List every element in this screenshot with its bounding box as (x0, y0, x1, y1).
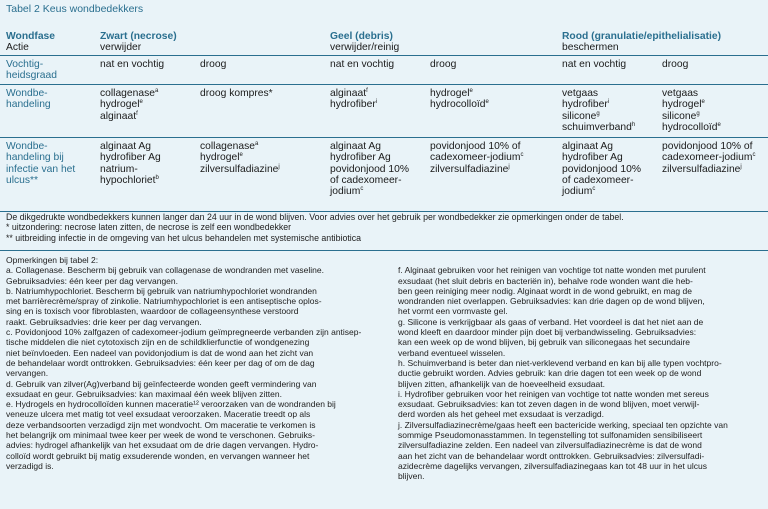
table-note: ** uitbreiding infectie in de omgeving van het ulcus behandelen met systemische antibiotica (6, 232, 362, 243)
cell-handeling-5: vetgaas hydrofiber$^i$ silicone$^g$ schuimverband$^h$ (562, 88, 636, 133)
remark-line: b. Natriumhypochloriet. Bescherm bij gebruik van natriumhypochloriet wondranden (6, 285, 317, 296)
row-rule-2 (0, 84, 768, 85)
cell-infectie-5: alginaat Ag hydrofiber Ag povidonjood 10% of cadexomeer- jodium$^c$ (562, 141, 642, 198)
remarks-right-column (398, 255, 728, 482)
remark-line: aan het zicht van de behandelaar wordt onttrokken. Gebruiksadvies: zilversulfadi- (398, 450, 705, 461)
remark-line: h. Schuimverband is beter dan niet-verklevend verband en kan bij alle typen vochtpro- (398, 357, 722, 368)
table-note: * uitzondering: necrose laten zitten, de necrose is zelf een wondbedekker (6, 222, 292, 233)
table-note: De dikgedrukte wondbedekkers kunnen langer dan 24 uur in de wond blijven. Voor advies over het gebruik per wondbedekker zie opmerkingen onder de tabel. (6, 212, 624, 222)
cell-handeling-3: alginaat$^f$ hydrofiber$^i$ (330, 88, 378, 111)
remark-line: derd worden als het geheel met exsudaat is verzadigd. (398, 409, 605, 420)
remark-line: blijven. (398, 471, 425, 482)
remark-line: kan een week op de wond blijven, bij gebruik van siliconegaas het secundaire (398, 337, 691, 348)
remark-line: blijven zitten, afhankelijk van de hoeveelheid exsudaat. (398, 378, 605, 389)
remark-line: raakt. Gebruiksadvies: drie keer per dag vervangen. (6, 316, 202, 327)
remark-line: verzadigd is. (6, 460, 54, 471)
cell-handeling-2: droog kompres* (200, 88, 273, 99)
row-label-infectie: Wondbe- handeling bij infectie van het ulcus** (6, 141, 76, 186)
remark-line: Gebruiksadvies: één keer per dag vervangen. (6, 275, 178, 286)
remarks-top-rule (0, 250, 768, 251)
remark-line: exsudaat en geur. Gebruiksadvies: kan maximaal één week blijven zitten. (6, 388, 282, 399)
remark-line: wond kleeft en daardoor minder pijn doet bij verbandwisseling. Gebruiksadvies: (398, 327, 697, 338)
remark-line: c. Povidonjood 10% zalfgazen of cadexomeer-jodium geïmpregneerde verbanden zijn antisep- (6, 327, 362, 338)
remark-line: exsudaat (het sluit debris en bacteriën in), behalve rode wonden want die heb- (398, 275, 693, 286)
cell-vochtigheid-4: droog (430, 59, 457, 70)
remark-line: tische middelen die niet cytotoxisch zijn en de schildklierfunctie of wondgenezing (6, 337, 310, 348)
cell-infectie-1: alginaat Ag hydrofiber Ag natrium- hypochloriet$^b$ (100, 141, 161, 186)
remark-line: i. Hydrofiber gebruiken voor het reinigen van vochtige tot natte wonden met sereus (398, 388, 709, 399)
remark-line: vervangen. (6, 368, 49, 379)
header-zwart: Zwart (necrose) verwijder (100, 31, 177, 54)
table-notes (6, 212, 624, 243)
remark-line: g. Silicone is verkrijgbaar als gaas of verband. Het voordeel is dat het niet aan de (398, 316, 704, 327)
remark-line: advies: hydrogel afhankelijk van het exsudaat om de drie dagen vervangen. Hydro- (6, 440, 319, 451)
cell-infectie-6: povidonjood 10% of cadexomeer-jodium$^c$ zilversulfadiazine$^j$ (662, 141, 756, 175)
cell-vochtigheid-6: droog (662, 59, 689, 70)
remark-line: ductie gebruikt worden. Advies gebruik: kan drie dagen tot een week op de wond (398, 368, 702, 379)
remark-line: verband eventueel wisselen. (398, 347, 506, 358)
cell-vochtigheid-5: nat en vochtig (562, 59, 627, 70)
row-rule-3 (0, 137, 768, 138)
cell-handeling-1: collagenase$^a$ hydrogel$^e$ alginaat$^f$ (100, 88, 159, 122)
cell-infectie-2: collagenase$^a$ hydrogel$^e$ zilversulfadiazine$^j$ (200, 141, 280, 175)
header-geel: Geel (debris) verwijder/reinig (330, 31, 400, 54)
remark-line: exsudaat. Gebruiksadvies: kan tot zeven dagen in de wond blijven, moet verwijl- (398, 399, 700, 410)
remark-line: ben geen reiniging meer nodig. Alginaat wordt in de wond gebruikt, en mag de (398, 285, 692, 296)
row-rule-1 (0, 55, 768, 56)
remark-line: wondranden niet overlappen. Gebruiksadvies: kan drie dagen op de wond blijven, (398, 296, 705, 307)
remark-line: de behandelaar wordt onttrokken. Gebruiksadvies: één keer per dag of om de dag (6, 357, 315, 368)
remark-line: colloïd wordt gebruikt bij matig exsuderende wonden, en vervangen wanneer het (6, 450, 310, 461)
cell-infectie-4: povidonjood 10% of cadexomeer-jodium$^c$ zilversulfadiazine$^j$ (430, 141, 524, 175)
cell-handeling-4: hydrogel$^e$ hydrocolloïd$^e$ (430, 88, 489, 111)
cell-handeling-6: vetgaas hydrogel$^e$ silicone$^g$ hydrocolloïd$^e$ (662, 88, 721, 133)
remark-line: zilversulfadiazine zelden. Een nadeel van zilversulfadiazinecrème is dat de wond (398, 440, 702, 451)
remarks-title: Opmerkingen bij tabel 2: (6, 255, 99, 265)
row-label-handeling: Wondbe- handeling (6, 88, 51, 111)
remarks-left-column (6, 255, 361, 471)
remark-line: het vormt een vormvaste gel. (398, 306, 508, 317)
remark-line: e. Hydrogels en hydrocolloïden kunnen maceratie¹² veroorzaken van de wondranden bij (6, 399, 336, 410)
remark-line: j. Zilversulfadiazinecrème/gaas heeft een bactericide werking, speciaal ten opzichte van (398, 419, 728, 430)
remark-line: veneuze ulcera met matig tot veel exsudaat veroorzaken. Maceratie treedt op als (6, 409, 311, 420)
remark-line: deze verbandsoorten verzadigd zijn met wondvocht. Om maceratie te verkomen is (6, 419, 316, 430)
remark-line: a. Collagenase. Bescherm bij gebruik van collagenase de wondranden met vaseline. (6, 265, 324, 276)
table-title: Tabel 2 Keus wondbedekkers (6, 3, 144, 15)
cell-infectie-3: alginaat Ag hydrofiber Ag povidonjood 10% of cadexomeer- jodium$^c$ (330, 141, 410, 198)
cell-vochtigheid-3: nat en vochtig (330, 59, 395, 70)
remark-line: sommige Pseudomonasstammen. In tegenstelling tot sulfonamiden sensibiliseert (398, 430, 703, 441)
cell-vochtigheid-2: droog (200, 59, 227, 70)
remark-line: f. Alginaat gebruiken voor het reinigen van vochtige tot natte wonden met purulent (398, 265, 706, 276)
remark-line: sing en is toxisch voor fibroblasten, waardoor de collageensynthese verstoord (6, 306, 299, 317)
remark-line: d. Gebruik van zilver(Ag)verband bij geïnfecteerde wonden geeft vermindering van (6, 378, 317, 389)
remark-line: met barrièrecrème/spray of zinkolie. Natriumhypochloriet is een antiseptische oplos- (6, 296, 322, 307)
wound-dressing-table (0, 19, 768, 211)
remark-line: niet beïnvloeden. Een nadeel van povidonjodium is dat de wond aan het zicht van (6, 347, 314, 358)
cell-vochtigheid-1: nat en vochtig (100, 59, 165, 70)
header-wondfase: Wondfase Actie (6, 31, 56, 54)
remarks-spacer (398, 255, 728, 265)
row-label-vochtigheid: Vochtig- heidsgraad (6, 59, 57, 82)
remark-line: het belangrijk om minimaal twee keer per week de wond te verschonen. Gebruiks- (6, 430, 315, 441)
remark-line: azidecrème dagelijks vervangen, zilversulfadiazinegaas kan tot 48 uur in het ulcus (398, 460, 708, 471)
header-rood: Rood (granulatie/epithelialisatie) beschermen (562, 31, 722, 54)
